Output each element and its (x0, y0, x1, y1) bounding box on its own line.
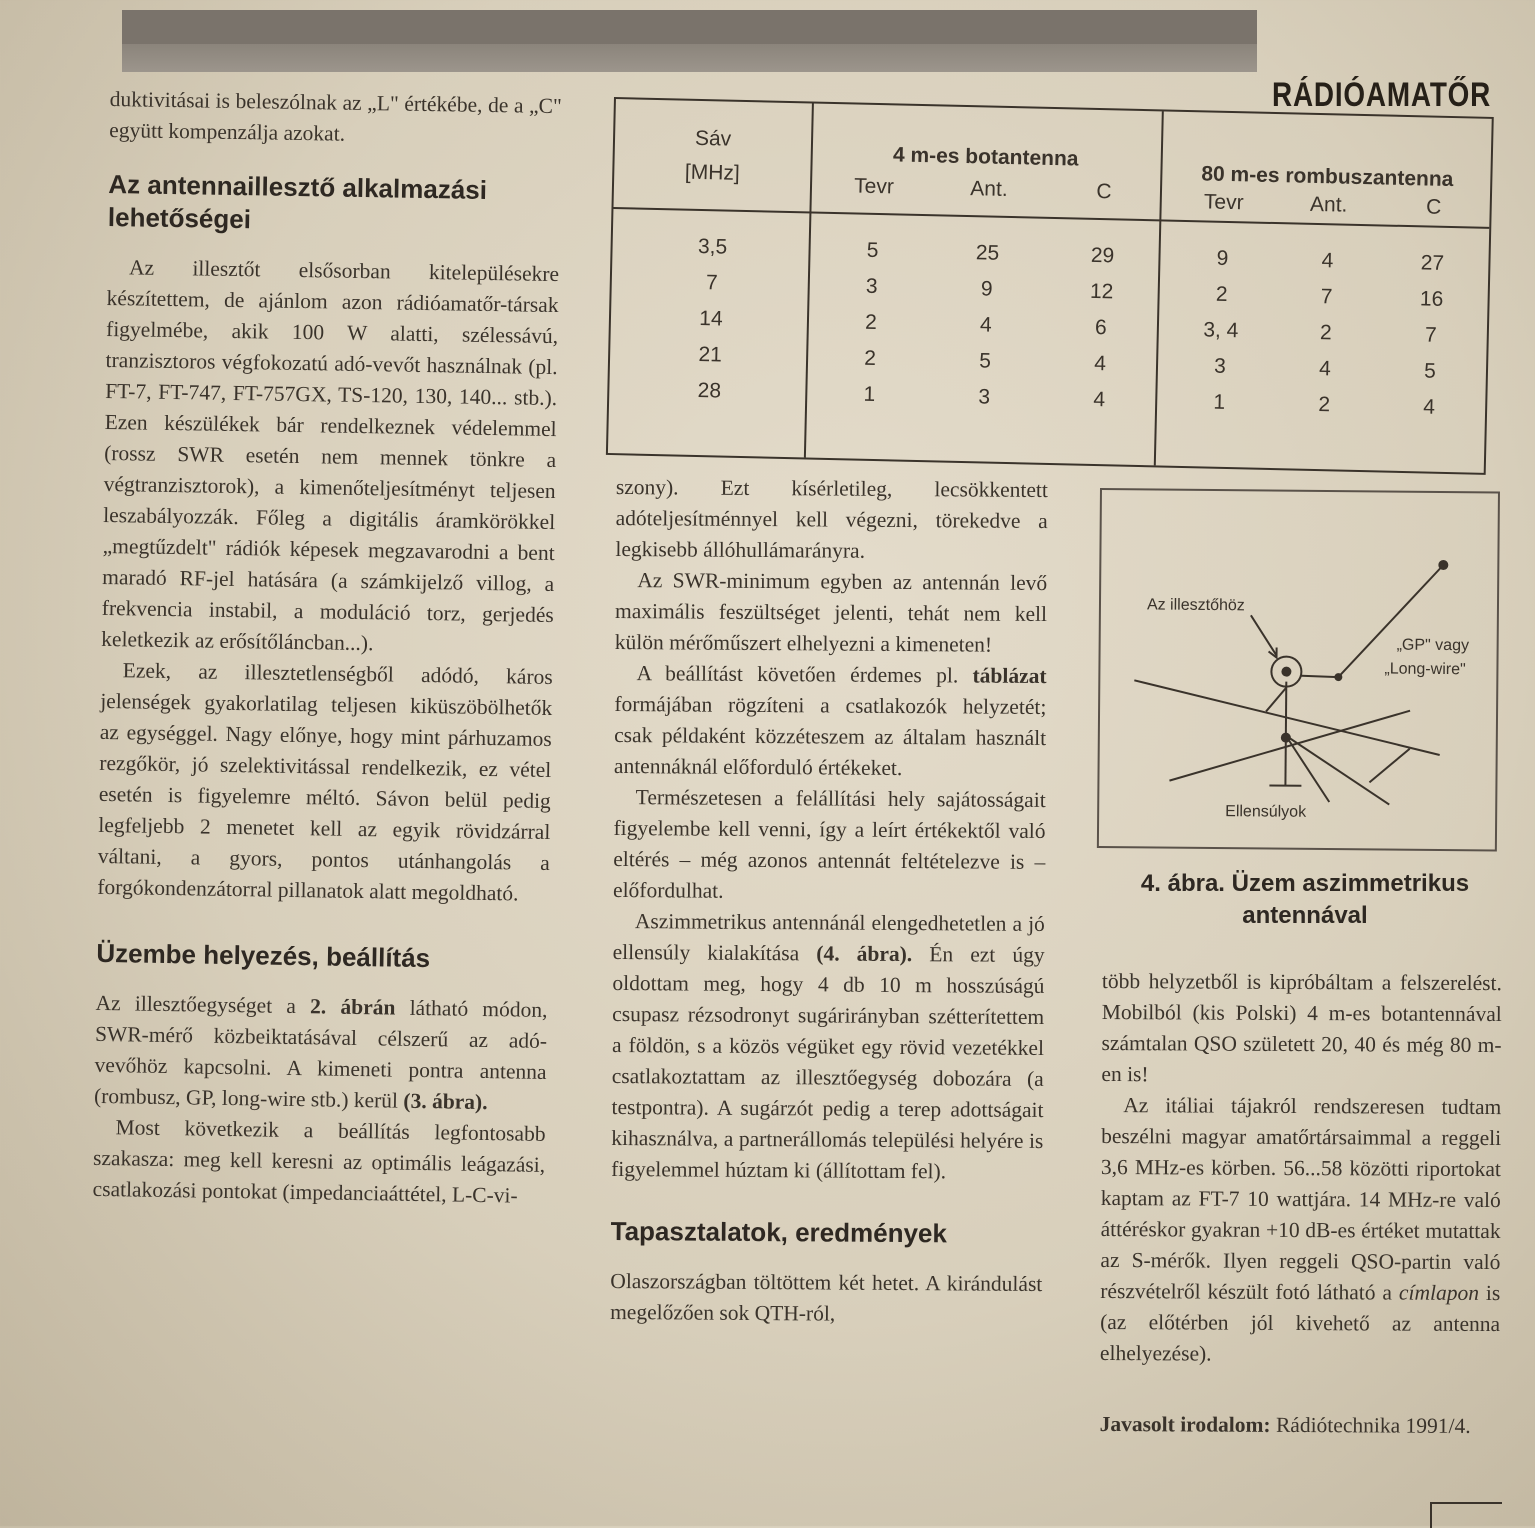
table-cell: 7 (651, 264, 772, 303)
paragraph: Az SWR-minimum egyben az antennán levő maximális feszültséget jelenti, tehát nem kell külön mérőműszert elhelyezni a kimeneten! (615, 565, 1048, 661)
table-cell: 14 (651, 300, 772, 339)
table-cell: 3 (821, 268, 922, 306)
table-cell: 3, 4 (1170, 312, 1271, 350)
table-cell: 2 (1269, 386, 1380, 424)
table-group-header: 4 m-es botantenna (810, 141, 1160, 173)
table-header-sav: Sáv (615, 125, 811, 153)
figure-4 (1097, 488, 1500, 851)
figure-caption: 4. ábra. Üzem aszimmetrikus antennával (1100, 868, 1510, 932)
table-cell: 7 (1380, 316, 1481, 354)
literature-value: Rádiótechnika 1991/4. (1276, 1413, 1471, 1438)
section-title: RÁDIÓAMATŐR (1272, 76, 1491, 115)
paragraph: Természetesen a felállítási hely sajátosságait figyelembe kell venni, így a leírt értékektől való eltérés – még azonos antennát feltételezve is – előfordulhat. (613, 782, 1046, 909)
paragraph (94, 988, 548, 1119)
label-gp: „GP" vagy (1397, 637, 1470, 656)
table-cell: 29 (1052, 237, 1153, 275)
literature (1100, 1409, 1500, 1442)
table-cell: 4 (1272, 242, 1383, 280)
table-cell: 5 (822, 232, 923, 270)
text-run: látható módon, SWR-mérő közbeiktatásával célszerű az adó-vevőhöz kapcsolni. A kimeneti pontra antenna (rombusz, GP, long-wire stb.) kerül (94, 996, 548, 1113)
paragraph: szony). Ezt kísérletileg, lecsökkentett adóteljesítménnyel kell végezni, törekedve a legkisebb állóhullámarányra. (615, 472, 1048, 568)
counterpoise-wire (1285, 736, 1330, 802)
table-cell: 4 (1270, 350, 1381, 388)
figure-ref: (3. ábra). (403, 1089, 488, 1114)
header-bar-shade (122, 44, 1257, 72)
literature-label: Javasolt irodalom: (1100, 1412, 1271, 1437)
paragraph: Ezek, az illesztetlenségből adódó, káros jelenségek gyakorlatilag teljesen kiküszöbölhetők az egységgel. Nagy előnye, hogy mint párhuzamos rezgőkör, jó szelektivitással rendelkezik, ez vétel esetén is figyelemre méltó. Sávon belül pedig legfeljebb 2 menetet kell az egyik rövidzárral váltani, a gyors, pontos utánhangolás a forgókondenzátorral pillanatok alatt megoldható. (97, 655, 553, 910)
paragraph: duktivitásai is beleszólnak az „L" értékébe, de a „C" együtt kompenzálja azokat. (109, 84, 562, 153)
label-longwire: „Long-wire" (1384, 660, 1465, 679)
page-corner-mark (1430, 1502, 1502, 1528)
table-cell: 5 (930, 342, 1041, 380)
emphasis: címlapon (1399, 1281, 1479, 1305)
table-column-g2-ant (1269, 242, 1383, 424)
table-cell: 27 (1382, 244, 1483, 282)
column-2 (610, 472, 1048, 1331)
table-column-g2-c (1379, 244, 1483, 426)
paragraph (1100, 1090, 1501, 1371)
table-col-c: C (1054, 179, 1155, 205)
paragraph: Az illesztőt elsősorban kitelepülésekre készítettem, de ajánlom azon rádióamatőr-társak figyelmébe, akik 100 W alatti, szélessávú, tranzisztoros végfokozatú adó-vevőt használnak (pl. FT-7, FT-747, FT-757GX, TS-120, 130, 140... stb.). Ezen készülékek bár rendelkeznek védelemmel (rossz SWR esetén nem mennek tönkre a végtranzisztorok), a kimenőteljesítményt teljesen leszabályozzák. Főleg a digitális áramkörökkel „megtűzdelt" rádiók képesek megzavarodni a bent maradó RF-jel hatására (a számkijelző villog, a frekvencia instabil, a moduláció torz, gerjedés keletkezik az erősítőláncban...). (101, 252, 559, 662)
table-header-mhz: [MHz] (614, 159, 810, 187)
table-cell: 7 (1271, 278, 1382, 316)
table-cell: 4 (1049, 381, 1150, 419)
table-cell: 9 (931, 270, 1042, 308)
label-counterpoise: Ellensúlyok (1225, 803, 1306, 822)
heading-applications: Az antennaillesztő alkalmazási lehetőségei (108, 168, 561, 241)
table-cell: 16 (1381, 280, 1482, 318)
text-run: Az itáliai tájakról rendszeresen tudtam beszélni magyar amatőrtársaimmal a reggeli 3,6 MHz-es körben. 56...58 közötti riportokat kaptam az FT-7 10 wattjára. 14 MHz-re való áttéréskor gyakran +10 dB-es értéket mutattak az S-mérők. Ilyen reggeli QSO-partin való részvételről készült fotó látható a (1100, 1093, 1501, 1304)
paragraph (611, 906, 1045, 1188)
radiator-feed (1301, 676, 1338, 677)
table-cell: 2 (1171, 276, 1272, 314)
table-cell: 3 (929, 378, 1040, 416)
table-cell: 2 (820, 340, 921, 378)
table-cell: 2 (821, 304, 922, 342)
table-cell: 4 (1050, 345, 1151, 383)
table-cell: 12 (1051, 273, 1152, 311)
table-cell: 3,5 (652, 228, 773, 267)
table-cell: 3 (1170, 348, 1271, 386)
header-bar (122, 10, 1257, 44)
counterpoise-wire (1285, 736, 1390, 805)
text-run: A beállítást követően érdemes pl. (637, 661, 973, 687)
table-cell: 21 (650, 336, 771, 375)
paragraph: több helyzetből is kipróbáltam a felszerelést. Mobilból (kis Polski) 4 m-es botantennával számtalan QSO született 20, 40 és még 80 m-en is! (1101, 966, 1502, 1092)
table-cell: 28 (649, 372, 770, 411)
paragraph: Most következik a beállítás legfontosabb szakasza: meg kell keresni az optimális leágazási, csatlakozási pontokat (impedanciaáttétel, L-C-vi- (92, 1112, 545, 1212)
table-column-g1-c (1049, 237, 1153, 419)
table-col-c: C (1383, 194, 1484, 220)
heading-setup: Üzembe helyezés, beállítás (96, 937, 548, 977)
table-col-tevr: Tevr (1173, 190, 1274, 216)
table-cell: 1 (819, 376, 920, 414)
table-cell: 4 (1379, 388, 1480, 426)
emphasis: táblázat (972, 663, 1046, 688)
counterpoise-wire (1169, 709, 1410, 783)
table-group-header: 80 m-es rombuszantenna (1160, 161, 1494, 193)
table-cell: 5 (1380, 352, 1481, 390)
table-col-tevr: Tevr (824, 174, 925, 200)
table-column-g1-ant (929, 234, 1043, 416)
paragraph (614, 658, 1047, 785)
table-column-g2-tevr (1169, 240, 1273, 422)
table-column-sav (649, 228, 773, 411)
column-3 (1100, 966, 1502, 1442)
text-run: is (az előtérben jól kivehető az antenna elhelyezése). (1100, 1281, 1500, 1366)
table-cell: 4 (931, 306, 1042, 344)
text-run: Aszimmetrikus antennánál elengedhetetlen a jó ellensúly kialakítása (613, 909, 1045, 965)
figure-ref: 2. ábrán (310, 994, 396, 1019)
values-table (606, 97, 1494, 475)
heading-results: Tapasztalatok, eredmények (611, 1215, 1043, 1251)
column-1 (92, 84, 562, 1212)
text-run: formájában rögzíteni a csatlakozók helyzetét; csak példaként közzéteszem az általam használt antennáknál előforduló értékeket. (614, 692, 1047, 780)
table-col-ant: Ant. (934, 176, 1045, 202)
table-col-ant: Ant. (1273, 192, 1384, 218)
table-column-g1-tevr (819, 232, 923, 414)
table-cell: 9 (1172, 240, 1273, 278)
paragraph: Olaszországban töltöttem két hetet. A kirándulást megelőzően sok QTH-ról, (610, 1266, 1042, 1331)
counterpoise-wire (1369, 748, 1409, 782)
text-run: Én ezt úgy oldottam meg, hogy 4 db 10 m hosszúságú csupasz rézsodronyt sugárirányban szétterítettem a földön, s a közös végüket egy rövid vezetékkel csatlakoztattam az illesztőegység dobozára (a testpontra). A sugárzót pedig a terep adottságait kihasználva, a partnerállomás települési helyére is figyelemmel húztam ki (állítottam fel). (611, 942, 1045, 1183)
table-cell: 6 (1050, 309, 1151, 347)
figure-ref: (4. ábra). (816, 941, 912, 966)
text-run: Az illesztőegységet a (95, 991, 310, 1018)
table-cell: 25 (932, 234, 1043, 272)
table-cell: 1 (1169, 384, 1270, 422)
table-cell: 2 (1270, 314, 1381, 352)
label-tuner: Az illesztőhöz (1147, 596, 1245, 615)
